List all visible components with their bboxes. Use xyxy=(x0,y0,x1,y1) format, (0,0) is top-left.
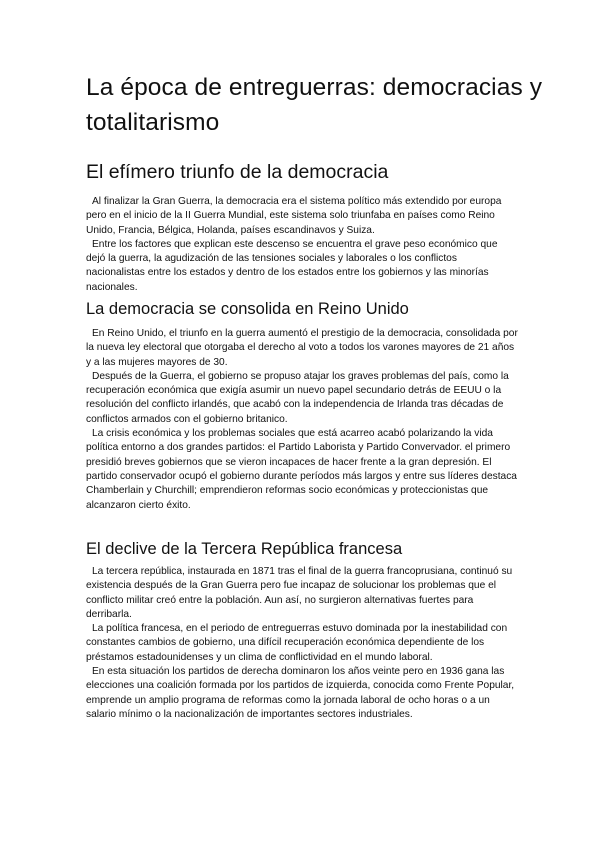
paragraph: La crisis económica y los problemas sociales que está acarreo acabó polarizando la vida política entorno a dos grandes partidos: el Partido Laborista y Partido Convervador. el primero presidió breves gobiernos que se vieron incapaces de hacer frente a la gran depresión. El partido conservador ocupó el gobierno durante períodos más largos y entre sus líderes destaca Chamberlain y Churchill; emprendieron reformas socio económicas y proteccionistas que alcanzaron cierto éxito. xyxy=(86,428,517,511)
section-heading-french-republic: El declive de la Tercera República francesa xyxy=(86,540,403,558)
paragraph: En Reino Unido, el triunfo en la guerra aumentó el prestigio de la democracia, consolidada por la nueva ley electoral que otorgaba el derecho al voto a todos los varones mayores de 21 años y a las mujeres mayores de 30. xyxy=(86,328,518,368)
paragraph: La política francesa, en el periodo de entreguerras estuvo dominada por la inestabilidad con constantes cambios de gobierno, una difícil recuperación económica dependiente de los préstamos estadounidenses y un clima de conflictividad en el mundo laboral. xyxy=(86,623,508,663)
paragraph: Entre los factores que explican este descenso se encuentra el grave peso económico que dejó la guerra, la agudización de las tensiones sociales y laborales o los conflictos nacionalistas entre los estados y dentro de los estados entre los gobiernos y las minorías nacionales. xyxy=(86,238,498,293)
paragraph: Después de la Guerra, el gobierno se propuso atajar los graves problemas del país, como la recuperación económica que exigía asumir un nuevo papel secundario detrás de EEUU o la resolución del conflicto irlandés, que acabó con la independencia de Irlanda tras décadas de conflictos armados con el gobierno britanico. xyxy=(86,370,509,425)
paragraph: En esta situación los partidos de derecha dominaron los años veinte pero en 1936 gana las elecciones una coalición formada por los partidos de izquierda, conocida como Frente Popular, emprende un amplio programa de reformas como la jornada laboral de ocho horas o a un salario mínimo o la nacionalización de importantes sectores industriales. xyxy=(86,666,515,720)
paragraph: La tercera república, instaurada en 1871 tras el final de la guerra francoprusiana, continuó su existencia después de la Gran Guerra pero fue incapaz de solucionar los problemas que el conflicto militar creó entre la población. Aun así, no surgieron alternativas fuertes para derribarla. xyxy=(86,566,513,620)
section-heading-united-kingdom: La democracia se consolida en Reino Unido xyxy=(86,300,409,318)
section-body-democracy-triumph xyxy=(86,195,518,295)
section-body-french-republic xyxy=(86,565,518,722)
section-body-united-kingdom xyxy=(86,327,518,513)
section-heading-democracy-triumph: El efímero triunfo de la democracia xyxy=(86,161,389,183)
paragraph: Al finalizar la Gran Guerra, la democracia era el sistema político más extendido por europa pero en el inicio de la II Guerra Mundial, este sistema solo triunfaba en países como Reino Unido, Francia, Bélgica, Holanda, países escandinavos y Suiza. xyxy=(86,196,502,236)
document-title: La época de entreguerras: democracias y totalitarismo xyxy=(86,74,543,136)
